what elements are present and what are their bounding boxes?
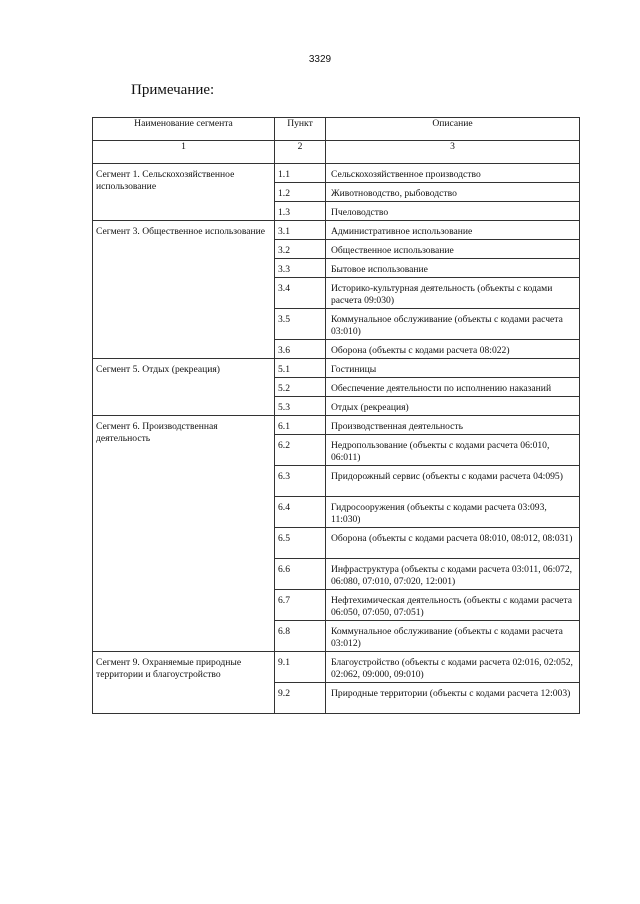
table-row: [93, 164, 580, 183]
point-number: 3.3: [275, 259, 326, 278]
segment-name: Сегмент 1. Сельскохозяйственное использование: [93, 164, 275, 221]
point-description: Административное использование: [326, 221, 580, 240]
table-header-row: [93, 118, 580, 141]
point-description: Оборона (объекты с кодами расчета 08:010, 08:012, 08:031): [326, 528, 580, 559]
column-number-3: 3: [326, 141, 580, 164]
table-body: [93, 164, 580, 714]
table-row: [93, 416, 580, 435]
point-number: 3.6: [275, 340, 326, 359]
point-description: Сельскохозяйственное производство: [326, 164, 580, 183]
point-description: Историко-культурная деятельность (объекты с кодами расчета 09:030): [326, 278, 580, 309]
point-description: Нефтехимическая деятельность (объекты с кодами расчета 06:050, 07:050, 07:051): [326, 590, 580, 621]
header-segment-name: Наименование сегмента: [93, 118, 275, 141]
point-description: Оборона (объекты с кодами расчета 08:022): [326, 340, 580, 359]
point-number: 6.5: [275, 528, 326, 559]
point-number: 5.2: [275, 378, 326, 397]
segment-name: Сегмент 3. Общественное использование: [93, 221, 275, 359]
point-number: 1.3: [275, 202, 326, 221]
point-description: Бытовое использование: [326, 259, 580, 278]
column-numbering-row: [93, 141, 580, 164]
note-title: Примечание:: [131, 82, 215, 98]
point-number: 6.8: [275, 621, 326, 652]
point-description: Благоустройство (объекты с кодами расчета 02:016, 02:052, 02:062, 09:000, 09:010): [326, 652, 580, 683]
point-description: Гостиницы: [326, 359, 580, 378]
point-number: 6.3: [275, 466, 326, 497]
header-point: Пункт: [275, 118, 326, 141]
point-description: Инфраструктура (объекты с кодами расчета 03:011, 06:072, 06:080, 07:010, 07:020, 12:001): [326, 559, 580, 590]
column-number-2: 2: [275, 141, 326, 164]
point-description: Недропользование (объекты с кодами расчета 06:010, 06:011): [326, 435, 580, 466]
point-number: 1.1: [275, 164, 326, 183]
point-description: Животноводство, рыбоводство: [326, 183, 580, 202]
point-description: Придорожный сервис (объекты с кодами расчета 04:095): [326, 466, 580, 497]
column-number-1: 1: [93, 141, 275, 164]
point-description: Производственная деятельность: [326, 416, 580, 435]
point-number: 3.4: [275, 278, 326, 309]
segment-name: Сегмент 6. Производственная деятельность: [93, 416, 275, 652]
point-description: Коммунальное обслуживание (объекты с кодами расчета 03:010): [326, 309, 580, 340]
point-number: 3.1: [275, 221, 326, 240]
point-number: 9.1: [275, 652, 326, 683]
page-number: 3329: [308, 54, 332, 65]
header-description: Описание: [326, 118, 580, 141]
point-number: 6.2: [275, 435, 326, 466]
point-number: 3.5: [275, 309, 326, 340]
point-description: Общественное использование: [326, 240, 580, 259]
segments-table: [92, 117, 580, 714]
point-number: 6.4: [275, 497, 326, 528]
point-number: 6.1: [275, 416, 326, 435]
point-number: 5.1: [275, 359, 326, 378]
point-number: 1.2: [275, 183, 326, 202]
point-description: Гидросооружения (объекты с кодами расчета 03:093, 11:030): [326, 497, 580, 528]
segment-name: Сегмент 9. Охраняемые природные территории и благоустройство: [93, 652, 275, 714]
point-description: Обеспечение деятельности по исполнению наказаний: [326, 378, 580, 397]
point-description: Пчеловодство: [326, 202, 580, 221]
point-number: 6.6: [275, 559, 326, 590]
point-description: Природные территории (объекты с кодами расчета 12:003): [326, 683, 580, 714]
table-row: [93, 221, 580, 240]
point-number: 3.2: [275, 240, 326, 259]
point-description: Коммунальное обслуживание (объекты с кодами расчета 03:012): [326, 621, 580, 652]
point-number: 9.2: [275, 683, 326, 714]
segment-name: Сегмент 5. Отдых (рекреация): [93, 359, 275, 416]
table-row: [93, 359, 580, 378]
point-number: 5.3: [275, 397, 326, 416]
point-number: 6.7: [275, 590, 326, 621]
table-row: [93, 652, 580, 683]
point-description: Отдых (рекреация): [326, 397, 580, 416]
